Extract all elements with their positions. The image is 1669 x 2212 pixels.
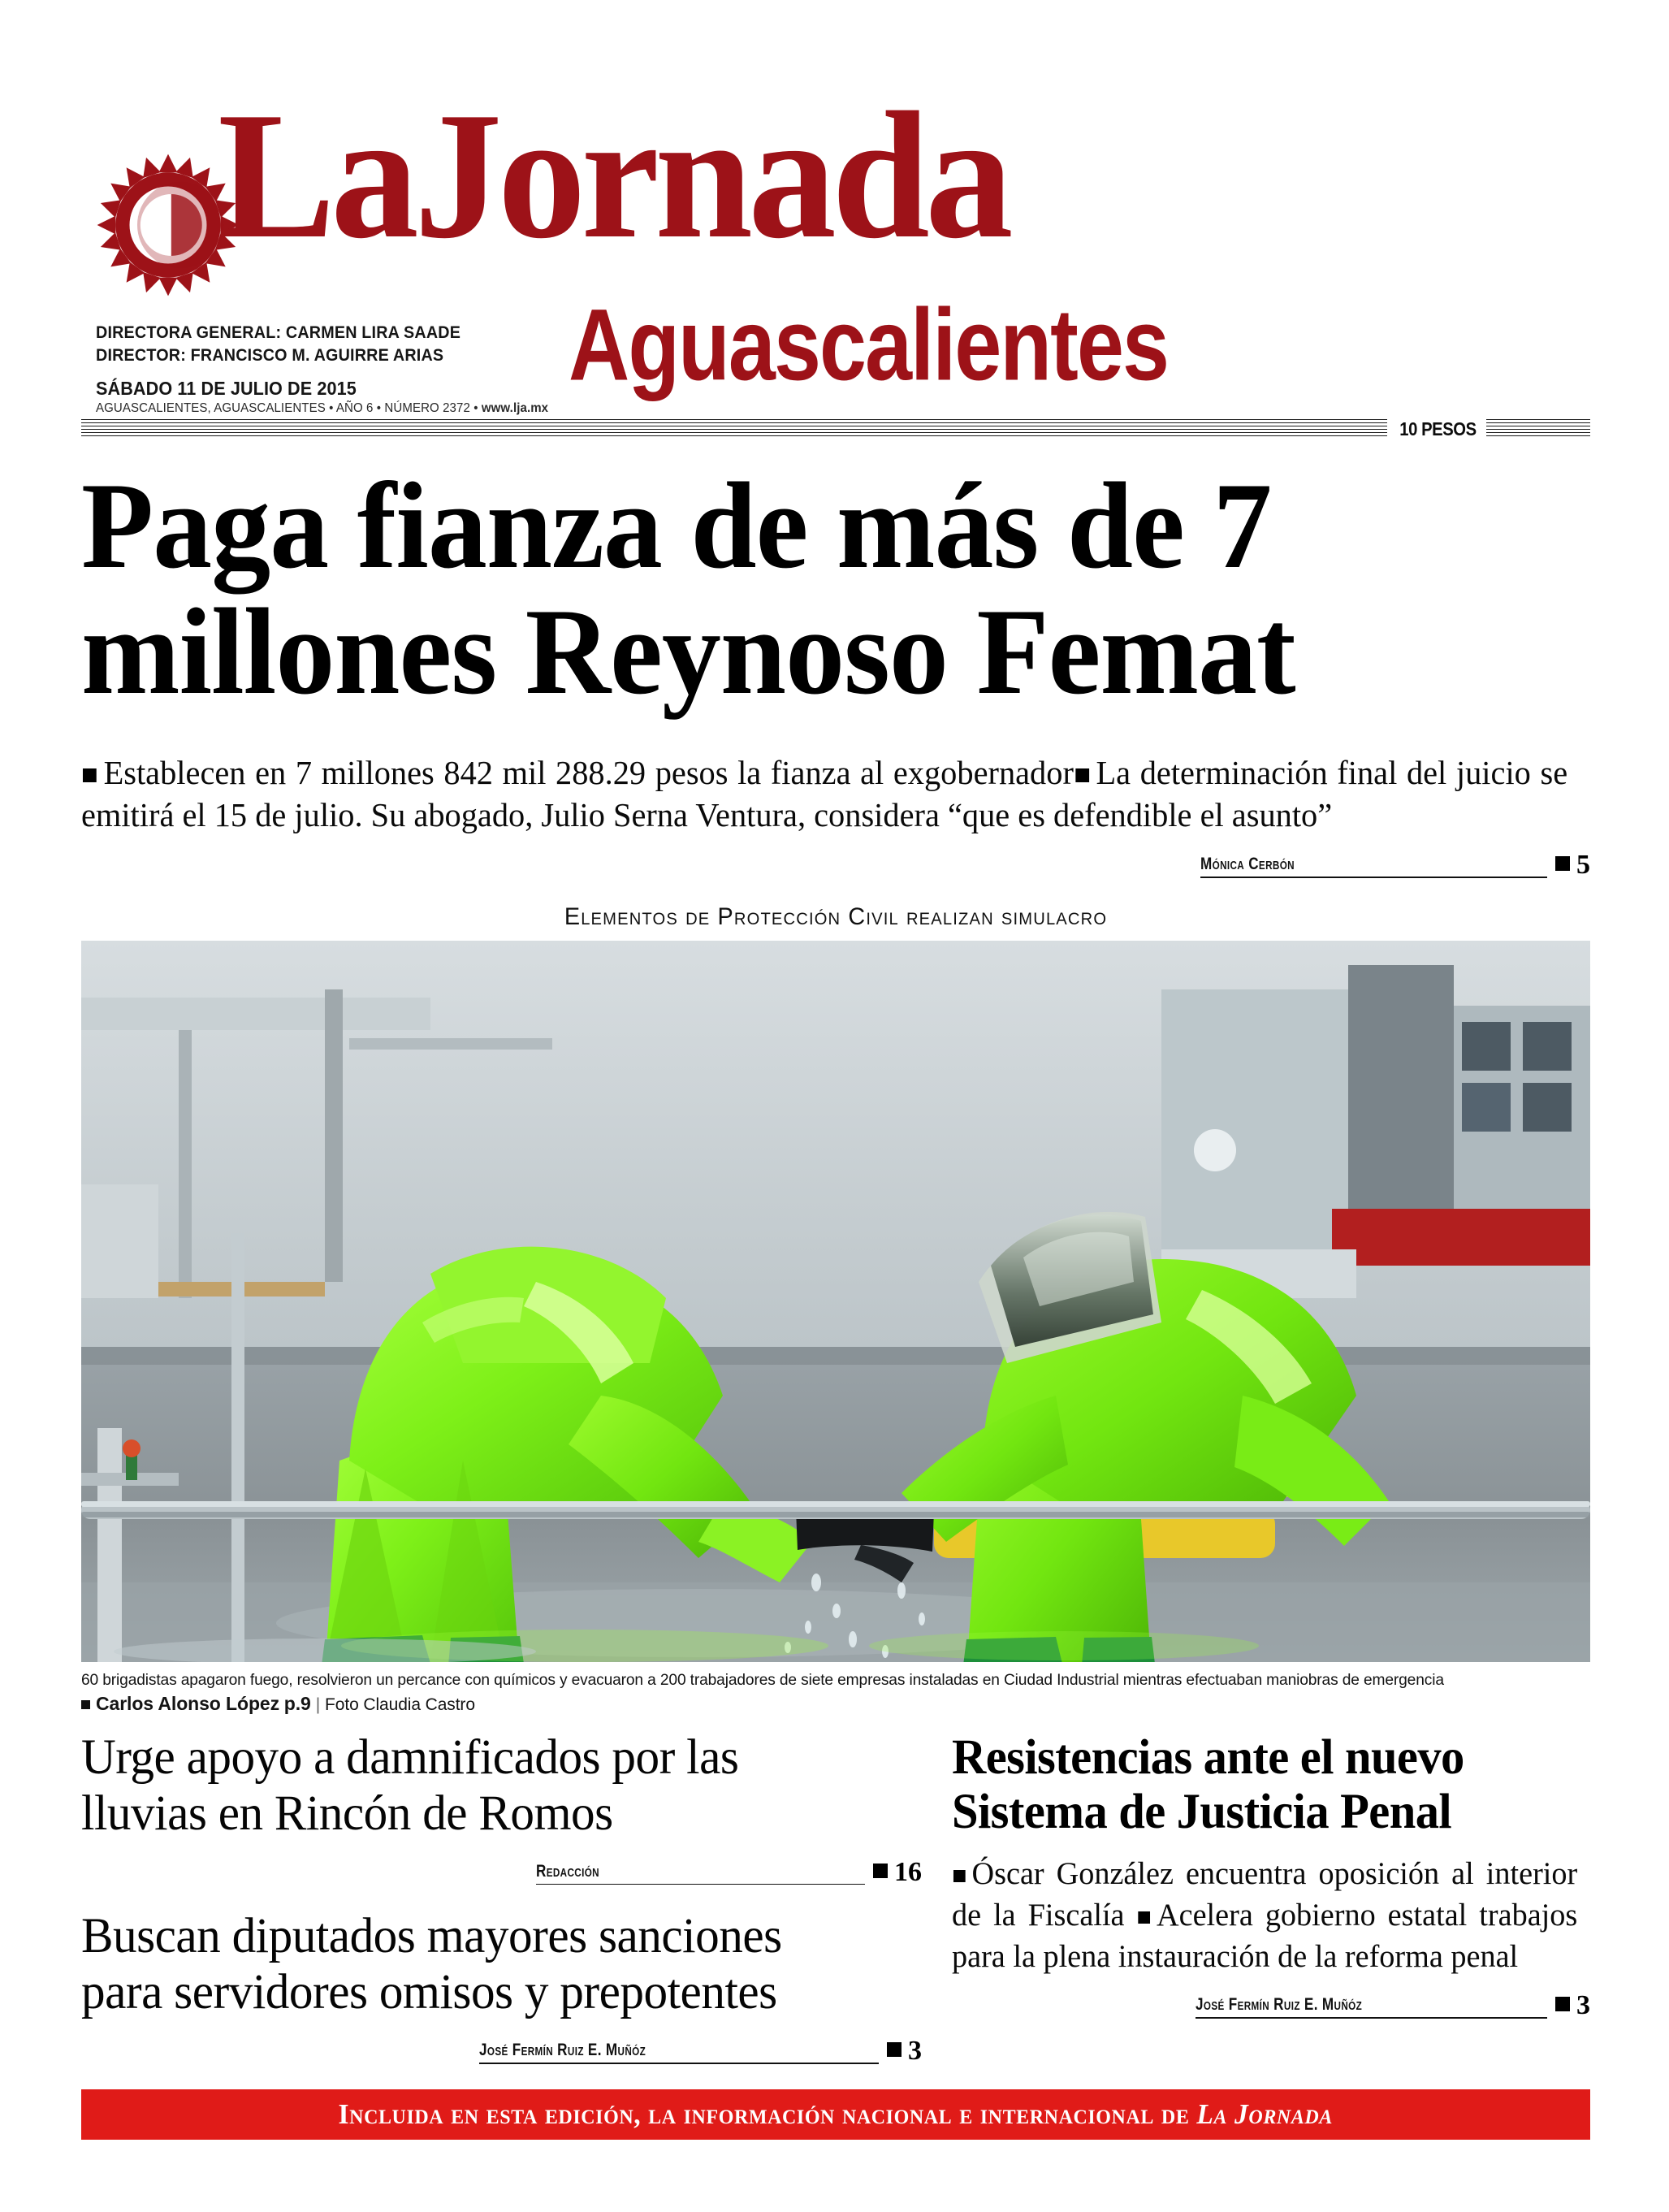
photo-credit-author[interactable]: Carlos Alonso López <box>96 1693 279 1714</box>
credit-divider: | <box>315 1695 321 1714</box>
story-page-ref[interactable] <box>887 2036 922 2067</box>
bullet-square-icon <box>1555 856 1570 871</box>
story-page-number: 16 <box>894 1856 922 1887</box>
issue-date: SÁBADO 11 DE JULIO DE 2015 <box>96 378 357 399</box>
left-column <box>81 1730 922 2067</box>
story-headline-line-2: para servidores omisos y prepotentes <box>81 1965 777 2020</box>
brand-edition: Aguascalientes <box>569 288 1169 402</box>
bottom-banner-brand: La Jornada <box>1196 2098 1334 2130</box>
rule-group-left <box>81 419 1387 437</box>
issue-meta <box>96 401 548 416</box>
story-headline-line-1: Buscan diputados mayores sanciones <box>81 1909 782 1964</box>
byline-rule <box>1196 2017 1547 2019</box>
right-column <box>952 1730 1590 2021</box>
photo-caption: 60 brigadistas apagaron fuego, resolvieron un percance con químicos y evacuaron a 200 trabajadores de siete empresas instaladas en Ciudad Industrial mientras efectuaban maniobras de emergencia <box>81 1671 1444 1689</box>
price-label: 10 PESOS <box>1395 418 1481 440</box>
issue-place: AGUASCALIENTES, AGUASCALIENTES <box>96 401 326 415</box>
bottom-banner-text-before: Incluida en esta edición, la información nacional e internacional de <box>338 2098 1197 2130</box>
lead-page-ref[interactable] <box>1555 850 1590 880</box>
rule-group-right <box>1486 419 1590 437</box>
lead-deck <box>81 751 1567 837</box>
brand-title: LaJornada <box>218 75 1009 276</box>
byline-rule <box>1200 877 1547 878</box>
bottom-banner-text <box>339 2098 1333 2131</box>
lead-headline-line-2: millones Reynoso Femat <box>81 583 1295 721</box>
bullet-square-icon <box>1075 768 1089 782</box>
story-deck-part-1: Óscar González encuentra oposición al interior de la Fiscalía <box>952 1856 1578 1933</box>
bullet-square-icon <box>83 768 97 782</box>
director-general-line: DIRECTORA GENERAL: CARMEN LIRA SAADE <box>96 323 461 342</box>
story-headline-line-2: lluvias en Rincón de Romos <box>81 1786 613 1841</box>
director-line: DIRECTOR: FRANCISCO M. AGUIRRE ARIAS <box>96 346 444 366</box>
bottom-promo-banner <box>81 2089 1590 2140</box>
website-url[interactable]: www.lja.mx <box>481 401 549 415</box>
photo-kicker: Elementos de Protección Civil realizan simulacro <box>564 903 1108 930</box>
masthead <box>0 0 1669 443</box>
bullet-separator: • <box>329 401 336 415</box>
photo-credit <box>81 1693 475 1715</box>
bullet-square-icon <box>1138 1911 1150 1924</box>
bullet-square-icon <box>81 1700 90 1709</box>
story-headline-line-1: Urge apoyo a damnificados por las <box>81 1730 739 1785</box>
issue-year: AÑO 6 <box>335 401 374 415</box>
lead-page-number: 5 <box>1576 850 1590 880</box>
story-headline-line-1: Resistencias ante el nuevo <box>952 1730 1464 1785</box>
lead-byline-block <box>1200 850 1590 880</box>
story-deck-part-2: Acelera gobierno estatal trabajos para la plena instauración de la reforma penal <box>952 1897 1578 1974</box>
masthead-rule-band <box>81 419 1590 440</box>
bullet-square-icon <box>887 2042 902 2057</box>
lead-deck-part-2: La determinación final del juicio se emitirá el 15 de julio. Su abogado, Julio Serna Ventura, considera “que es defendible el asunto” <box>81 754 1568 834</box>
lead-deck-part-1: Establecen en 7 millones 842 mil 288.29 pesos la fianza al exgobernador <box>103 754 1074 791</box>
story-page-ref[interactable] <box>1555 1990 1590 2021</box>
story-deck-justicia-penal <box>952 1854 1577 1977</box>
story-byline-name: Redacción <box>536 1862 600 1881</box>
photo-credit-photographer: Foto Claudia Castro <box>325 1695 475 1714</box>
story-headline-justicia-penal[interactable] <box>952 1730 1565 1839</box>
story-headline-line-2: Sistema de Justicia Penal <box>952 1785 1452 1840</box>
story-byline-block-rincon-de-romos <box>81 1856 922 1887</box>
story-byline-name: José Fermín Ruiz E. Muñóz <box>479 2041 646 2061</box>
lead-photo <box>81 941 1590 1662</box>
story-byline-block-diputados-sanciones <box>81 2036 922 2067</box>
story-byline-name: José Fermín Ruiz E. Muñóz <box>1196 1995 1363 2015</box>
bullet-square-icon <box>1555 1997 1570 2011</box>
bullet-square-icon <box>953 1870 966 1882</box>
story-page-ref[interactable] <box>873 1856 922 1887</box>
bullet-square-icon <box>873 1864 888 1878</box>
story-byline-block-justicia-penal <box>952 1990 1590 2021</box>
lead-byline-name: Mónica Cerbón <box>1200 855 1295 874</box>
masthead-credits <box>96 322 460 367</box>
story-page-number: 3 <box>908 2036 922 2067</box>
issue-number: NÚMERO 2372 <box>384 401 470 415</box>
story-page-number: 3 <box>1576 1990 1590 2021</box>
lead-headline[interactable] <box>81 457 1532 721</box>
byline-rule <box>479 2063 879 2064</box>
bullet-separator: • <box>473 401 482 415</box>
story-headline-rincon-de-romos[interactable] <box>81 1730 897 1842</box>
byline-rule <box>536 1884 865 1885</box>
lead-headline-line-1: Paga fianza de más de 7 <box>81 457 1272 594</box>
story-headline-diputados-sanciones[interactable] <box>81 1909 897 2021</box>
photo-credit-page[interactable]: p.9 <box>283 1693 311 1714</box>
bullet-separator: • <box>376 401 385 415</box>
